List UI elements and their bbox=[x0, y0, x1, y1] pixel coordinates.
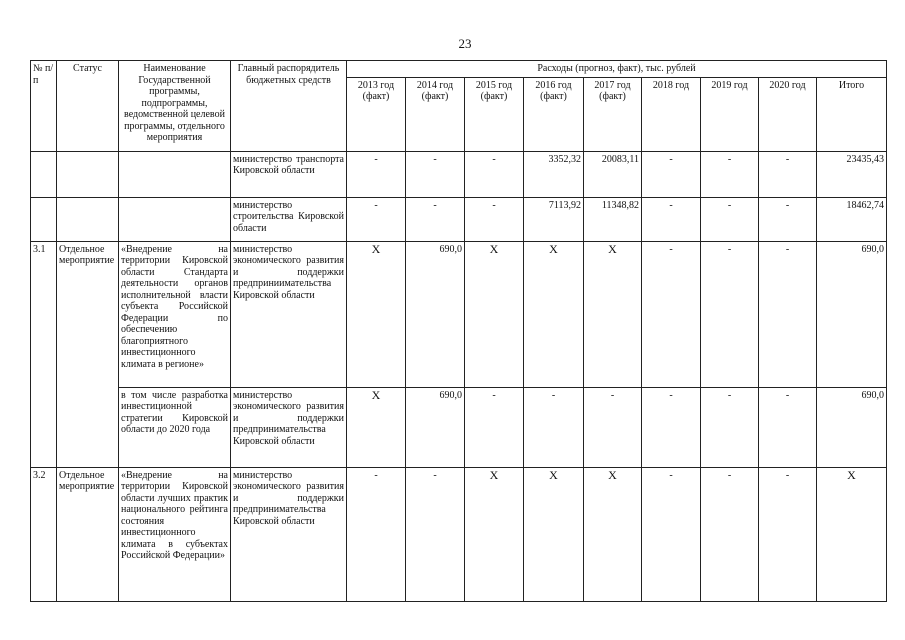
cell-value: X bbox=[347, 387, 406, 467]
cell-name: «Внедрение на территории Кировской области лучших практик национального рейтинга состояния инвестиционного климата в субъектах Российской Федерации» bbox=[119, 467, 231, 601]
cell-value: - bbox=[642, 197, 701, 241]
cell-value: - bbox=[406, 197, 465, 241]
table-row bbox=[31, 197, 887, 241]
header-expenses: Расходы (прогноз, факт), тыс. рублей bbox=[347, 61, 887, 78]
cell-status bbox=[57, 197, 119, 241]
cell-total: 690,0 bbox=[817, 387, 887, 467]
cell-admin: министерство экономического развития и поддержки предпринимательства Кировской области bbox=[231, 467, 347, 601]
cell-value: - bbox=[347, 151, 406, 197]
cell-value: - bbox=[701, 241, 759, 387]
cell-value: - bbox=[701, 197, 759, 241]
header-year: 2014 год (факт) bbox=[406, 77, 465, 151]
table-header bbox=[31, 61, 887, 152]
table-row bbox=[31, 241, 887, 387]
cell-name: в том числе разработка инвестиционной стратегии Кировской области до 2020 года bbox=[119, 387, 231, 467]
cell-value: - bbox=[701, 387, 759, 467]
cell-value: - bbox=[465, 151, 524, 197]
cell-value: - bbox=[465, 197, 524, 241]
header-name: Наименование Государственной программы, подпрограммы, ведомственной целевой программы, отдельного мероприятия bbox=[119, 61, 231, 152]
cell-admin: министерство транспорта Кировской области bbox=[231, 151, 347, 197]
cell-num: 3.1 bbox=[31, 241, 57, 467]
header-year: 2017 год (факт) bbox=[584, 77, 642, 151]
cell-value: X bbox=[347, 241, 406, 387]
cell-value: 3352,32 bbox=[524, 151, 584, 197]
cell-value: - bbox=[347, 467, 406, 601]
cell-value: - bbox=[701, 151, 759, 197]
cell-name bbox=[119, 151, 231, 197]
cell-value: X bbox=[584, 241, 642, 387]
cell-status bbox=[57, 151, 119, 197]
cell-total: 23435,43 bbox=[817, 151, 887, 197]
cell-value: - bbox=[642, 387, 701, 467]
cell-total: 18462,74 bbox=[817, 197, 887, 241]
cell-value: - bbox=[759, 197, 817, 241]
cell-admin: министерство строительства Кировской области bbox=[231, 197, 347, 241]
cell-num bbox=[31, 197, 57, 241]
header-year: 2020 год bbox=[759, 77, 817, 151]
header-year: 2019 год bbox=[701, 77, 759, 151]
cell-num: 3.2 bbox=[31, 467, 57, 601]
cell-status: Отдельное мероприятие bbox=[57, 241, 119, 467]
cell-value: X bbox=[584, 467, 642, 601]
cell-value: - bbox=[406, 151, 465, 197]
cell-value: 7113,92 bbox=[524, 197, 584, 241]
table-row bbox=[31, 151, 887, 197]
cell-value: X bbox=[465, 467, 524, 601]
cell-value: - bbox=[642, 241, 701, 387]
cell-value: 690,0 bbox=[406, 387, 465, 467]
header-status: Статус bbox=[57, 61, 119, 152]
table-row bbox=[31, 467, 887, 601]
cell-status: Отдельное мероприятие bbox=[57, 467, 119, 601]
header-year: 2016 год (факт) bbox=[524, 77, 584, 151]
cell-value: - bbox=[347, 197, 406, 241]
cell-value: - bbox=[524, 387, 584, 467]
cell-value: - bbox=[642, 151, 701, 197]
cell-name: «Внедрение на территории Кировской области Стандарта деятельности органов исполнительной власти субъекта Российской Федерации по обеспечению благоприятного инвестиционного климата в регионе» bbox=[119, 241, 231, 387]
cell-value: - bbox=[759, 151, 817, 197]
cell-admin: министерство экономического развития и поддержки предприниимательства Кировской области bbox=[231, 241, 347, 387]
cell-num bbox=[31, 151, 57, 197]
cell-value: - bbox=[759, 467, 817, 601]
cell-value: X bbox=[524, 241, 584, 387]
cell-value: 11348,82 bbox=[584, 197, 642, 241]
cell-total: X bbox=[817, 467, 887, 601]
header-year: 2013 год (факт) bbox=[347, 77, 406, 151]
page-number: 23 bbox=[458, 36, 472, 51]
cell-value: - bbox=[642, 467, 701, 601]
cell-value: - bbox=[406, 467, 465, 601]
cell-name bbox=[119, 197, 231, 241]
table-row bbox=[31, 387, 887, 467]
header-year: 2018 год bbox=[642, 77, 701, 151]
cell-total: 690,0 bbox=[817, 241, 887, 387]
cell-value: X bbox=[465, 241, 524, 387]
cell-value: - bbox=[759, 387, 817, 467]
cell-value: - bbox=[759, 241, 817, 387]
cell-value: X bbox=[524, 467, 584, 601]
cell-value: - bbox=[701, 467, 759, 601]
header-total: Итого bbox=[817, 77, 887, 151]
cell-admin: министерство экономического развития и поддержки предпринимательства Кировской области bbox=[231, 387, 347, 467]
cell-value: 690,0 bbox=[406, 241, 465, 387]
cell-value: - bbox=[465, 387, 524, 467]
header-num: № п/п bbox=[31, 61, 57, 152]
header-admin: Главный распорядитель бюджетных средств bbox=[231, 61, 347, 152]
cell-value: - bbox=[584, 387, 642, 467]
cell-value: 20083,11 bbox=[584, 151, 642, 197]
expenses-table bbox=[30, 60, 887, 602]
header-year: 2015 год (факт) bbox=[465, 77, 524, 151]
